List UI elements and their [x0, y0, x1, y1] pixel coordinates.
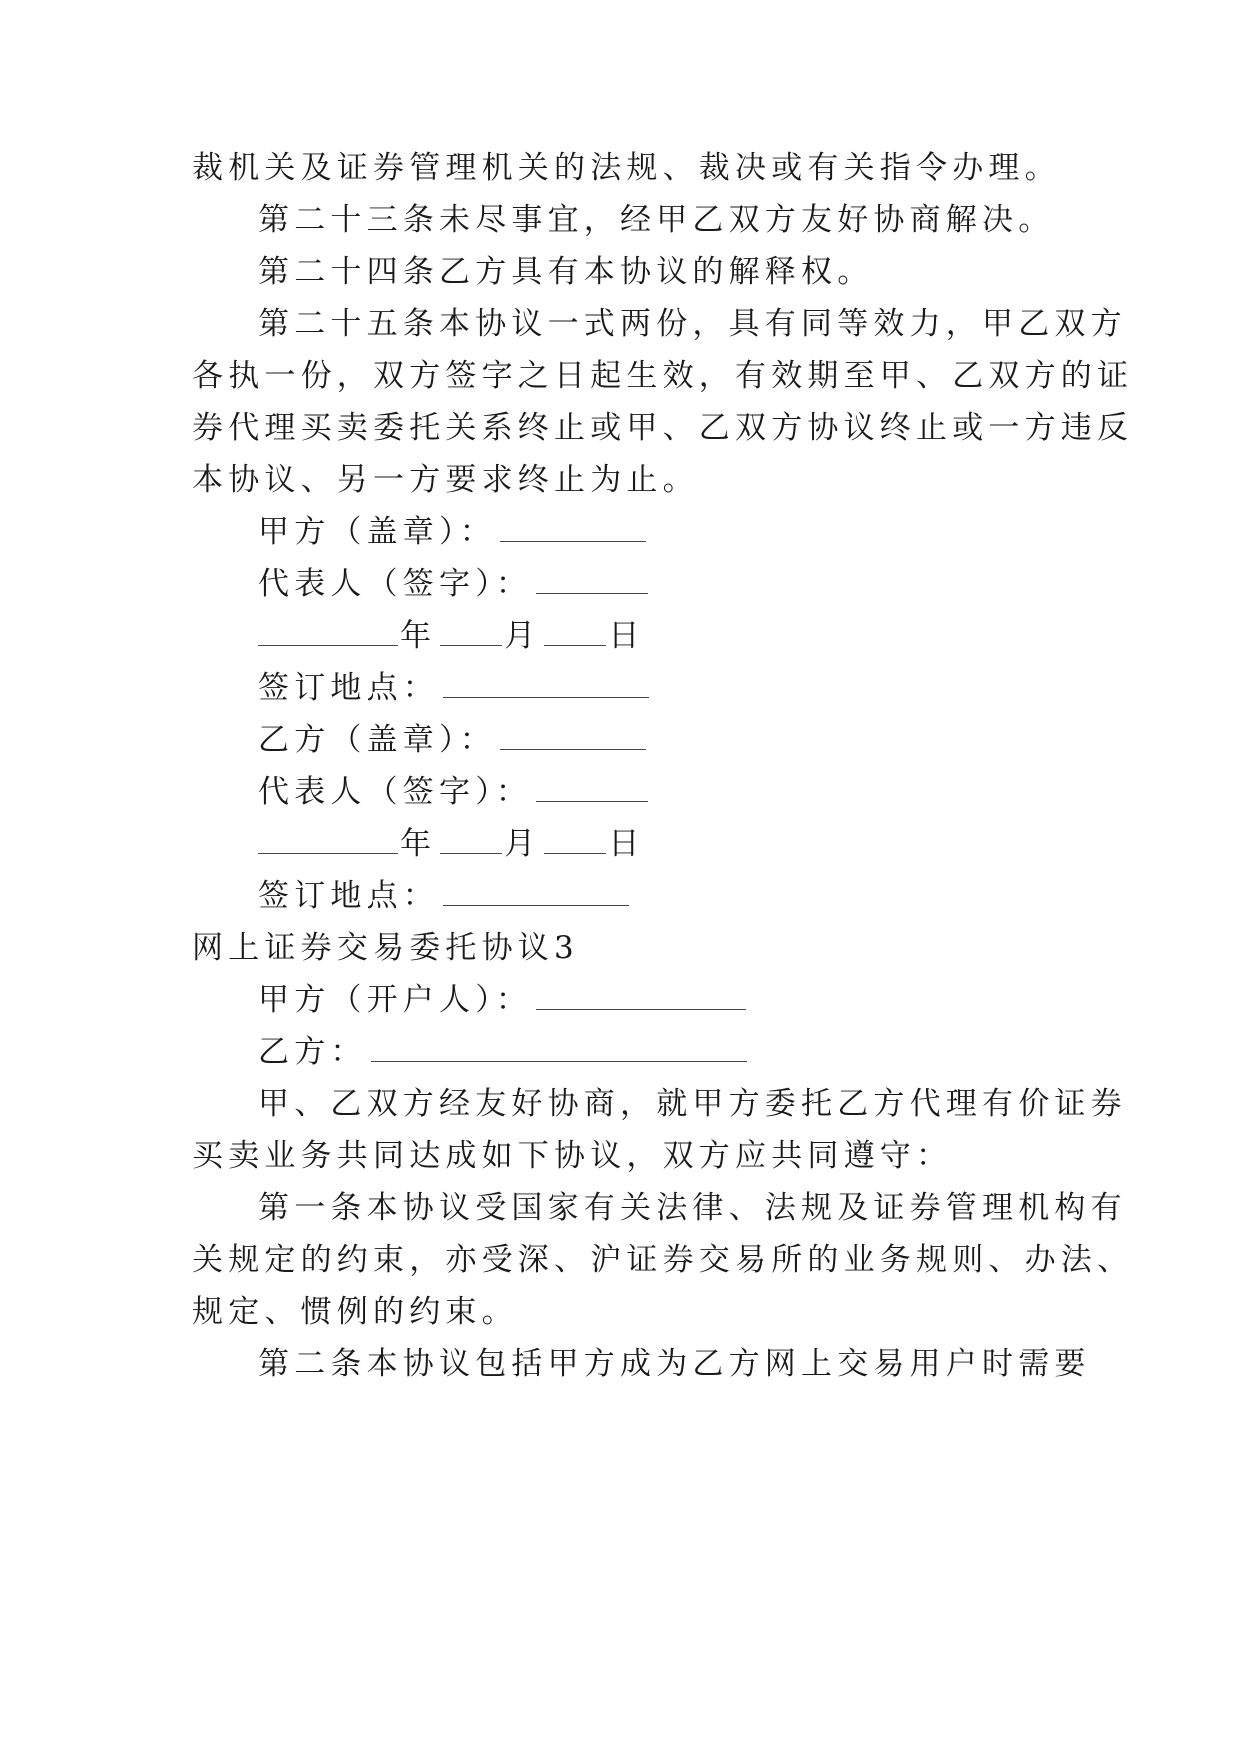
party-a-date-row: [258, 616, 645, 656]
party-b-representative-row: [258, 772, 650, 812]
party-b-blank: [371, 1035, 747, 1062]
month-label: 月: [504, 826, 541, 862]
article-23: 第二十三条未尽事宜，经甲乙双方友好协商解决。: [258, 202, 1055, 238]
article-1: 第一条本协议受国家有关法律、法规及证券管理机构有: [258, 1190, 1127, 1226]
signing-place-blank: [443, 879, 629, 906]
party-b-representative-label: 代表人（签字）：: [258, 774, 533, 810]
paragraph-line: 各执一份，双方签字之日起生效，有效期至甲、乙双方的证: [192, 358, 1134, 394]
party-b-label: 乙方：: [258, 1034, 367, 1070]
party-b-representative-blank: [536, 775, 648, 802]
signing-place-label: 签订地点：: [258, 670, 439, 706]
section-title: 网上证券交易委托协议3: [192, 930, 579, 966]
paragraph-line: 裁机关及证券管理机关的法规、裁决或有关指令办理。: [192, 150, 1061, 186]
party-a-representative-row: [258, 564, 650, 604]
year-blank: [258, 619, 398, 646]
signing-place-blank: [443, 671, 649, 698]
signing-place-label: 签订地点：: [258, 878, 439, 914]
day-blank: [544, 827, 606, 854]
article-2: 第二条本协议包括甲方成为乙方网上交易用户时需要: [258, 1346, 1091, 1382]
party-a-seal-blank: [500, 515, 646, 542]
day-label: 日: [608, 826, 645, 862]
month-label: 月: [504, 618, 541, 654]
party-a-account-holder-label: 甲方（开户人）：: [258, 982, 533, 1018]
month-blank: [440, 619, 502, 646]
party-a-seal-row: [258, 512, 648, 552]
year-blank: [258, 827, 398, 854]
year-label: 年: [400, 618, 437, 654]
party-b-row: [258, 1032, 749, 1072]
paragraph-line: 关规定的约束，亦受深、沪证券交易所的业务规则、办法、: [192, 1242, 1134, 1278]
party-a-representative-label: 代表人（签字）：: [258, 566, 533, 602]
year-label: 年: [400, 826, 437, 862]
party-a-place-row: [258, 668, 651, 708]
party-a-account-holder-blank: [536, 983, 746, 1010]
party-a-account-holder-row: [258, 980, 748, 1020]
party-b-seal-label: 乙方（盖章）：: [258, 722, 496, 758]
article-25: 第二十五条本协议一式两份，具有同等效力，甲乙双方: [258, 306, 1127, 342]
paragraph-line: 规定、惯例的约束。: [192, 1294, 518, 1330]
party-b-place-row: [258, 876, 631, 916]
party-b-date-row: [258, 824, 645, 864]
article-24: 第二十四条乙方具有本协议的解释权。: [258, 254, 874, 290]
preamble: 甲、乙双方经友好协商，就甲方委托乙方代理有价证券: [258, 1086, 1127, 1122]
party-b-seal-blank: [500, 723, 646, 750]
paragraph-line: 券代理买卖委托关系终止或甲、乙双方协议终止或一方违反: [192, 410, 1134, 446]
party-b-seal-row: [258, 720, 648, 760]
paragraph-line: 本协议、另一方要求终止为止。: [192, 462, 699, 498]
month-blank: [440, 827, 502, 854]
day-label: 日: [608, 618, 645, 654]
party-a-representative-blank: [536, 567, 648, 594]
party-a-seal-label: 甲方（盖章）：: [258, 514, 496, 550]
paragraph-line: 买卖业务共同达成如下协议，双方应共同遵守：: [192, 1138, 953, 1174]
day-blank: [544, 619, 606, 646]
